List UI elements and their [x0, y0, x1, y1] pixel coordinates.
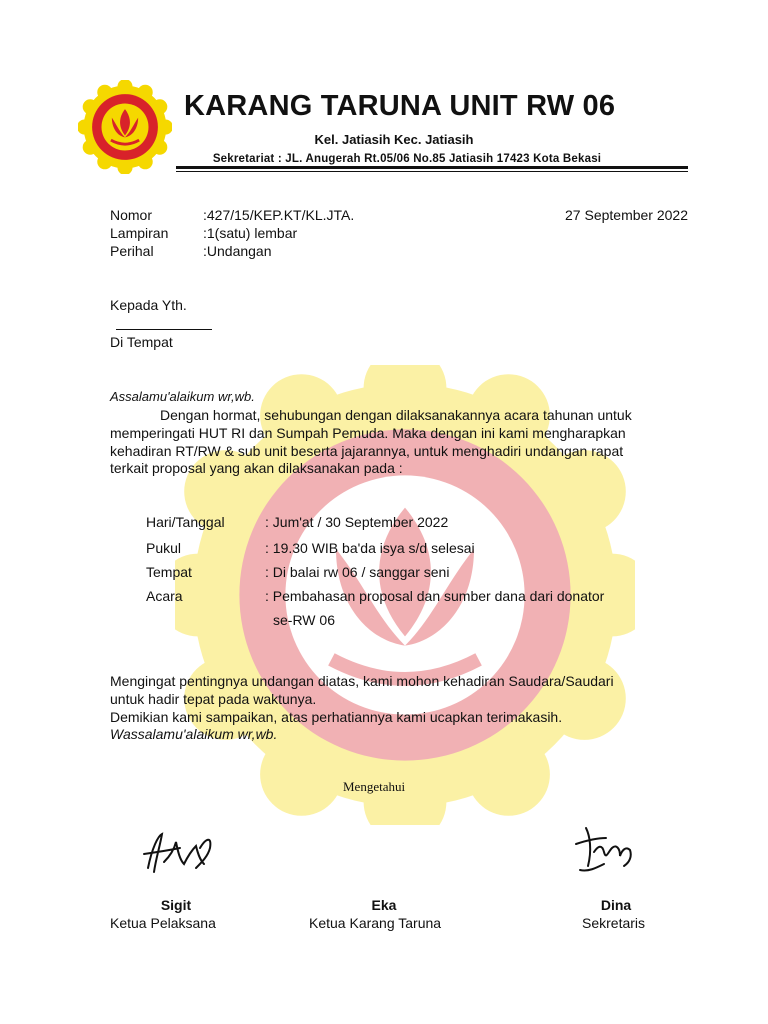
- organization-address: Sekretariat : JL. Anugerah Rt.05/06 No.85 Jatiasih 17423 Kota Bekasi: [212, 153, 602, 165]
- detail-value: : Pembahasan proposal dan sumber dana dari donator: [265, 588, 605, 604]
- wassalam: Wassalamu'alaikum wr,wb.: [110, 726, 278, 742]
- perihal-label: Perihal: [110, 243, 154, 259]
- organization-title: KARANG TARUNA UNIT RW 06: [184, 90, 616, 122]
- organization-subtitle: Kel. Jatiasih Kec. Jatiasih: [314, 132, 474, 147]
- salam: Assalamu'alaikum wr,wb.: [110, 389, 255, 404]
- closing-line-3: Demikian kami sampaikan, atas perhatiannya kami ucapkan terimakasih.: [110, 709, 563, 725]
- closing-line-2: untuk hadir tepat pada waktunya.: [110, 691, 317, 707]
- detail-value: : Di balai rw 06 / sanggar seni: [265, 564, 450, 580]
- recipient-greeting: Kepada Yth.: [110, 297, 187, 313]
- closing-line-1: Mengingat pentingnya undangan diatas, kami mohon kehadiran Saudara/Saudari: [110, 673, 614, 689]
- signature-dina: [566, 822, 646, 882]
- letter-date: 27 September 2022: [565, 207, 688, 223]
- signature-sigit: [140, 828, 220, 880]
- detail-value: : Jum'at / 30 September 2022: [265, 514, 449, 530]
- header-divider-thin: [176, 171, 688, 172]
- recipient-name-line: [116, 329, 212, 330]
- signatory-role: Ketua Karang Taruna: [309, 915, 442, 931]
- body-line-1: Dengan hormat, sehubungan dengan dilaksanakannya acara tahunan untuk: [160, 407, 632, 423]
- detail-value: : 19.30 WIB ba'da isya s/d selesai: [265, 540, 475, 556]
- signatory-name: Sigit: [160, 897, 192, 913]
- nomor-label: Nomor: [110, 207, 153, 223]
- detail-label: Acara: [146, 588, 183, 604]
- perihal-value: :Undangan: [203, 243, 272, 259]
- detail-value-continuation: se-RW 06: [273, 612, 335, 628]
- detail-label: Tempat: [146, 564, 192, 580]
- detail-label: Hari/Tanggal: [146, 514, 225, 530]
- nomor-value: :427/15/KEP.KT/KL.JTA.: [203, 207, 355, 223]
- body-line-2: memperingati HUT RI dan Sumpah Pemuda. Maka dengan ini kami mengharapkan: [110, 425, 626, 441]
- signatory-role: Ketua Pelaksana: [110, 915, 216, 931]
- recipient-place: Di Tempat: [110, 334, 173, 350]
- body-line-4: terkait proposal yang akan dilaksanakan pada :: [110, 460, 403, 476]
- body-line-3: kehadiran RT/RW & sub unit beserta jajarannya, untuk menghadiri undangan rapat: [110, 443, 624, 459]
- signatory-role: Sekretaris: [582, 915, 646, 931]
- detail-label: Pukul: [146, 540, 182, 556]
- header-divider-thick: [176, 166, 688, 169]
- lampiran-label: Lampiran: [110, 225, 169, 241]
- mengetahui-label: Mengetahui: [343, 779, 406, 794]
- signatory-name: Eka: [371, 897, 397, 913]
- signatory-name: Dina: [600, 897, 632, 913]
- lampiran-value: :1(satu) lembar: [203, 225, 298, 241]
